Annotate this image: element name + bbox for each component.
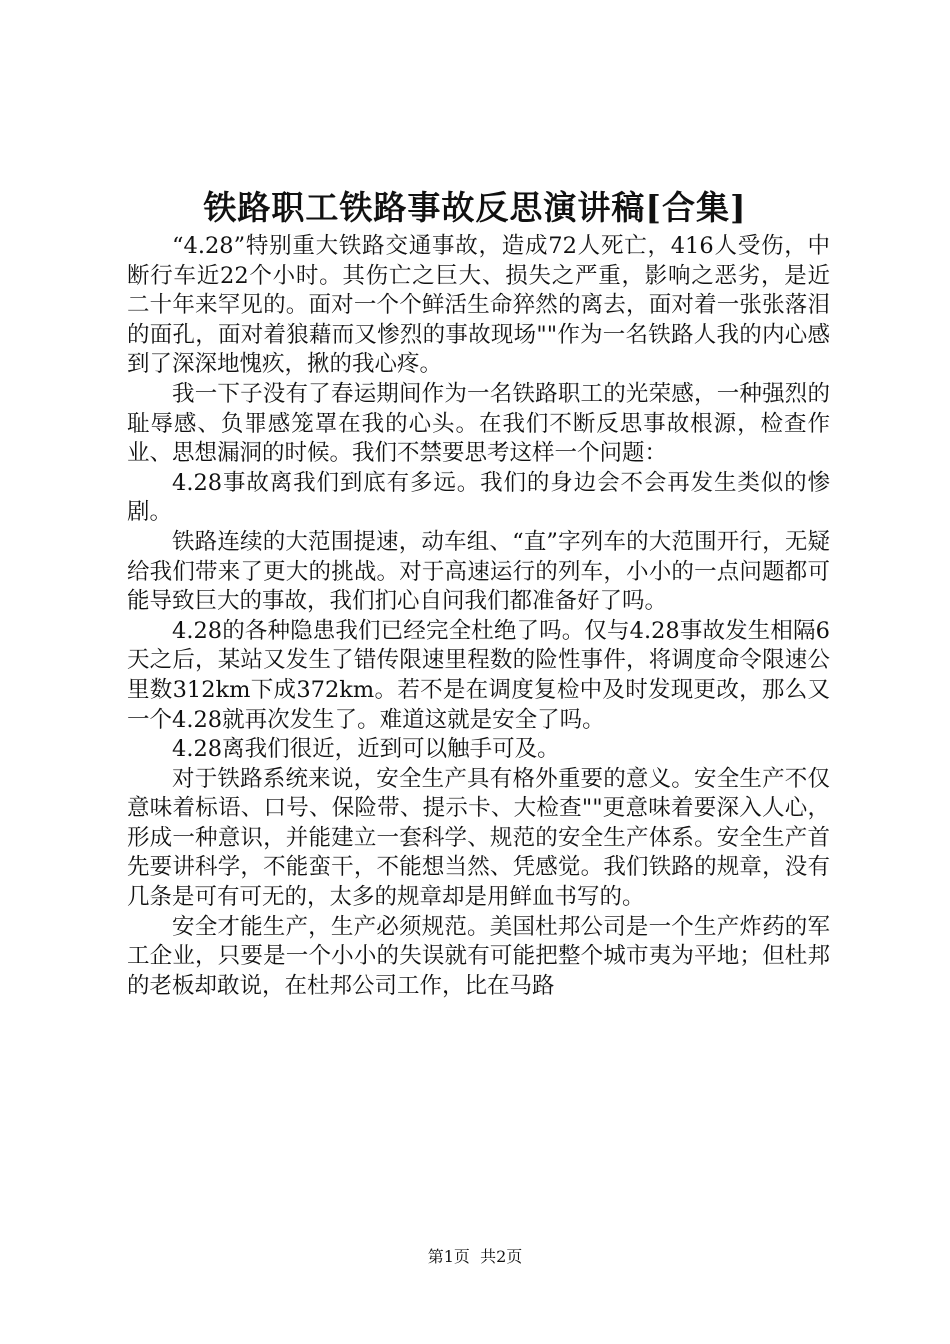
document-title: 铁路职工铁路事故反思演讲稿[合集]	[203, 188, 747, 227]
paragraph: 对于铁路系统来说，安全生产具有格外重要的意义。安全生产不仅意味着标语、口号、保险带、提示卡、大检查""更意味着要深入人心，形成一种意识，并能建立一套科学、规范的安全生产体系。安全生产首先要讲科学，不能蛮干，不能想当然、凭感觉。我们铁路的规章，没有几条是可有可无的，太多的规章却是用鲜血书写的。	[127, 765, 830, 911]
page-number: 第1页	[427, 1247, 470, 1266]
document-body	[127, 232, 830, 1001]
paragraph: 4.28事故离我们到底有多远。我们的身边会不会再发生类似的惨剧。	[127, 469, 830, 526]
paragraph: 铁路连续的大范围提速，动车组、“直”字列车的大范围开行，无疑给我们带来了更大的挑战。对于高速运行的列车，小小的一点问题都可能导致巨大的事故，我们扪心自问我们都准备好了吗。	[127, 528, 830, 615]
page-total: 共2页	[480, 1247, 523, 1266]
paragraph: “4.28”特别重大铁路交通事故，造成72人死亡，416人受伤，中断行车近22个小时。其伤亡之巨大、损失之严重，影响之恶劣，是近二十年来罕见的。面对一个个鲜活生命猝然的离去，面对着一张张落泪的面孔，面对着狼藉而又惨烈的事故现场""作为一名铁路人我的内心感到了深深地愧疚，揪的我心疼。	[127, 233, 830, 378]
page-footer	[0, 1244, 950, 1267]
paragraph: 我一下子没有了春运期间作为一名铁路职工的光荣感，一种强烈的耻辱感、负罪感笼罩在我的心头。在我们不断反思事故根源，检查作业、思想漏洞的时候。我们不禁要思考这样一个问题：	[127, 380, 830, 467]
paragraph: 4.28离我们很近，近到可以触手可及。	[172, 736, 560, 763]
paragraph: 4.28的各种隐患我们已经完全杜绝了吗。仅与4.28事故发生相隔6天之后，某站又发生了错传限速里程数的险性事件，将调度命令限速公里数312km下成372km。若不是在调度复检中及时发现更改，那么又一个4.28就再次发生了。难道这就是安全了吗。	[127, 617, 830, 733]
paragraph: 安全才能生产，生产必须规范。美国杜邦公司是一个生产炸药的军工企业，只要是一个小小的失误就有可能把整个城市夷为平地；但杜邦的老板却敢说，在杜邦公司工作，比在马路	[127, 913, 830, 999]
